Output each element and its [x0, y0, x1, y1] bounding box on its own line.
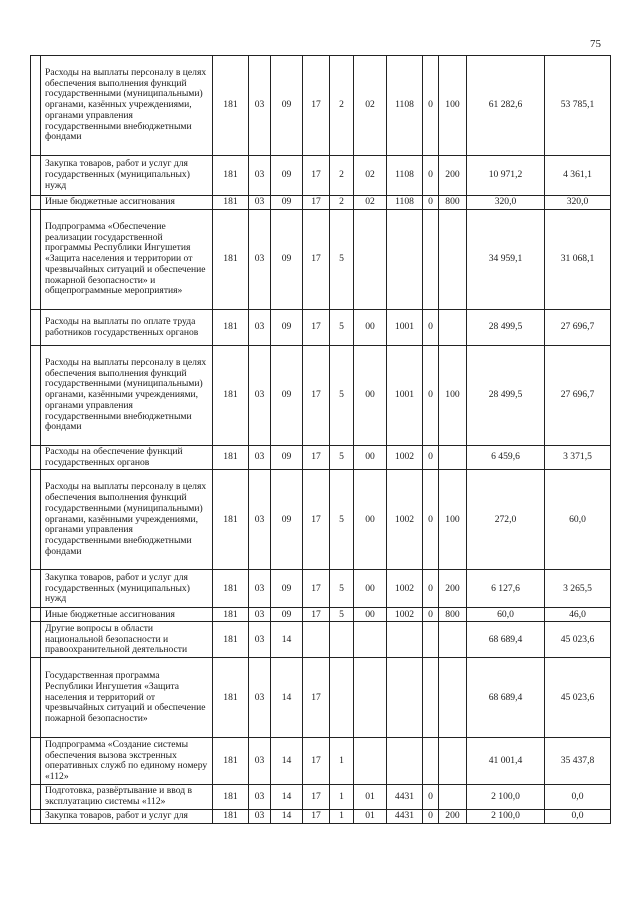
cell-subprogram-code: 2 [330, 56, 354, 156]
cell-subprogram-code: 5 [330, 210, 354, 310]
cell-subprogram-code [330, 622, 354, 658]
cell-expense-type [439, 210, 467, 310]
cell-value-executed: 3 265,5 [545, 570, 611, 608]
cell-program-code: 17 [303, 785, 330, 809]
table-row [31, 622, 611, 658]
table-row [31, 608, 611, 622]
cell-direction-code [387, 622, 423, 658]
row-name: Расходы на обеспечение функций государственных органов [41, 446, 213, 470]
table-row [31, 470, 611, 570]
cell-program-code: 17 [303, 738, 330, 785]
cell-subprogram-code: 2 [330, 156, 354, 196]
row-name: Государственная программа Республики Ингушетия «Защита населения и территорий от чрезвычайных ситуаций и обеспечение пожарной безопасности» [41, 658, 213, 738]
cell-program-code: 17 [303, 156, 330, 196]
row-margin-cell [31, 738, 41, 785]
row-name: Расходы на выплаты персоналу в целях обеспечения выполнения функций государственными (муниципальными) органами, казёнными учреждениями, органами управления государственными внебюджетными фондами [41, 470, 213, 570]
cell-event-code: 01 [354, 809, 387, 823]
cell-value-planned: 41 001,4 [467, 738, 545, 785]
cell-program-code: 17 [303, 470, 330, 570]
cell-value-planned: 2 100,0 [467, 809, 545, 823]
cell-sub-code: 0 [423, 809, 439, 823]
cell-event-code: 00 [354, 470, 387, 570]
cell-subprogram-code: 5 [330, 570, 354, 608]
table-row [31, 570, 611, 608]
cell-sub-code [423, 622, 439, 658]
cell-value-executed: 45 023,6 [545, 658, 611, 738]
row-name: Закупка товаров, работ и услуг для государственных (муниципальных) нужд [41, 570, 213, 608]
cell-program-code: 17 [303, 658, 330, 738]
cell-section-code: 03 [249, 608, 271, 622]
row-margin-cell [31, 470, 41, 570]
cell-value-planned: 272,0 [467, 470, 545, 570]
cell-value-planned: 2 100,0 [467, 785, 545, 809]
cell-section-code: 03 [249, 570, 271, 608]
cell-ved-code: 181 [213, 738, 249, 785]
cell-value-executed: 35 437,8 [545, 738, 611, 785]
cell-direction-code: 1108 [387, 156, 423, 196]
cell-subprogram-code: 2 [330, 196, 354, 210]
cell-subsection-code: 09 [271, 608, 303, 622]
cell-value-planned: 60,0 [467, 608, 545, 622]
cell-section-code: 03 [249, 622, 271, 658]
row-margin-cell [31, 446, 41, 470]
cell-subsection-code: 09 [271, 310, 303, 346]
cell-direction-code [387, 658, 423, 738]
cell-expense-type: 200 [439, 809, 467, 823]
cell-expense-type: 200 [439, 156, 467, 196]
cell-subsection-code: 14 [271, 809, 303, 823]
cell-sub-code: 0 [423, 56, 439, 156]
cell-value-executed: 4 361,1 [545, 156, 611, 196]
row-margin-cell [31, 210, 41, 310]
cell-expense-type [439, 658, 467, 738]
cell-subsection-code: 09 [271, 156, 303, 196]
table-row [31, 785, 611, 809]
row-margin-cell [31, 608, 41, 622]
cell-value-executed: 320,0 [545, 196, 611, 210]
cell-subsection-code: 14 [271, 785, 303, 809]
cell-program-code: 17 [303, 346, 330, 446]
cell-expense-type [439, 785, 467, 809]
cell-program-code: 17 [303, 196, 330, 210]
cell-event-code: 00 [354, 570, 387, 608]
table-row [31, 56, 611, 156]
cell-subsection-code: 14 [271, 658, 303, 738]
cell-section-code: 03 [249, 738, 271, 785]
cell-value-executed: 31 068,1 [545, 210, 611, 310]
cell-section-code: 03 [249, 809, 271, 823]
table-body [31, 56, 611, 824]
cell-value-planned: 28 499,5 [467, 346, 545, 446]
cell-expense-type: 100 [439, 470, 467, 570]
cell-sub-code: 0 [423, 570, 439, 608]
row-margin-cell [31, 156, 41, 196]
cell-subsection-code: 09 [271, 570, 303, 608]
cell-subsection-code: 14 [271, 738, 303, 785]
cell-subprogram-code: 5 [330, 470, 354, 570]
cell-direction-code: 1001 [387, 346, 423, 446]
cell-expense-type [439, 310, 467, 346]
row-margin-cell [31, 785, 41, 809]
page-number: 75 [590, 38, 601, 50]
cell-value-executed: 46,0 [545, 608, 611, 622]
table-row [31, 196, 611, 210]
cell-value-executed: 45 023,6 [545, 622, 611, 658]
cell-direction-code: 4431 [387, 785, 423, 809]
cell-ved-code: 181 [213, 56, 249, 156]
cell-section-code: 03 [249, 658, 271, 738]
cell-ved-code: 181 [213, 446, 249, 470]
cell-expense-type: 100 [439, 346, 467, 446]
cell-expense-type: 800 [439, 608, 467, 622]
cell-section-code: 03 [249, 346, 271, 446]
cell-event-code [354, 738, 387, 785]
cell-ved-code: 181 [213, 622, 249, 658]
cell-ved-code: 181 [213, 210, 249, 310]
cell-value-planned: 28 499,5 [467, 310, 545, 346]
cell-program-code: 17 [303, 56, 330, 156]
cell-subprogram-code: 5 [330, 446, 354, 470]
row-margin-cell [31, 622, 41, 658]
cell-value-executed: 53 785,1 [545, 56, 611, 156]
row-margin-cell [31, 196, 41, 210]
cell-ved-code: 181 [213, 809, 249, 823]
row-name: Подпрограмма «Создание системы обеспечения вызова экстренных оперативных служб по единому номеру «112» [41, 738, 213, 785]
cell-value-planned: 320,0 [467, 196, 545, 210]
table-row [31, 446, 611, 470]
cell-sub-code: 0 [423, 446, 439, 470]
cell-event-code: 02 [354, 196, 387, 210]
cell-event-code: 02 [354, 156, 387, 196]
cell-ved-code: 181 [213, 608, 249, 622]
cell-value-executed: 60,0 [545, 470, 611, 570]
row-name: Иные бюджетные ассигнования [41, 196, 213, 210]
row-name: Другие вопросы в области национальной безопасности и правоохранительной деятельности [41, 622, 213, 658]
cell-section-code: 03 [249, 785, 271, 809]
cell-direction-code: 1001 [387, 310, 423, 346]
cell-subprogram-code: 5 [330, 310, 354, 346]
cell-subsection-code: 09 [271, 56, 303, 156]
cell-subprogram-code: 1 [330, 785, 354, 809]
cell-event-code [354, 622, 387, 658]
row-margin-cell [31, 658, 41, 738]
cell-sub-code [423, 658, 439, 738]
cell-section-code: 03 [249, 56, 271, 156]
cell-program-code: 17 [303, 446, 330, 470]
table-row [31, 210, 611, 310]
cell-value-executed: 27 696,7 [545, 346, 611, 446]
cell-event-code [354, 658, 387, 738]
cell-value-planned: 34 959,1 [467, 210, 545, 310]
cell-direction-code: 4431 [387, 809, 423, 823]
cell-expense-type: 200 [439, 570, 467, 608]
cell-event-code: 00 [354, 608, 387, 622]
cell-subprogram-code [330, 658, 354, 738]
cell-ved-code: 181 [213, 570, 249, 608]
cell-sub-code: 0 [423, 608, 439, 622]
cell-sub-code: 0 [423, 346, 439, 446]
cell-direction-code: 1002 [387, 470, 423, 570]
cell-ved-code: 181 [213, 785, 249, 809]
cell-direction-code: 1002 [387, 570, 423, 608]
row-margin-cell [31, 570, 41, 608]
cell-section-code: 03 [249, 210, 271, 310]
cell-subsection-code: 09 [271, 196, 303, 210]
cell-sub-code: 0 [423, 156, 439, 196]
row-margin-cell [31, 346, 41, 446]
cell-subsection-code: 09 [271, 210, 303, 310]
cell-value-planned: 10 971,2 [467, 156, 545, 196]
row-name: Расходы на выплаты персоналу в целях обеспечения выполнения функций государственными (муниципальными) органами, казёнными учреждениями, органами управления государственными внебюджетными фондами [41, 346, 213, 446]
cell-direction-code: 1108 [387, 196, 423, 210]
cell-expense-type: 800 [439, 196, 467, 210]
row-name: Расходы на выплаты персоналу в целях обеспечения выполнения функций государственными (муниципальными) органами, казённых учреждениями, органами управления государственными внебюджетными фондами [41, 56, 213, 156]
cell-program-code: 17 [303, 608, 330, 622]
table-row [31, 346, 611, 446]
cell-expense-type [439, 738, 467, 785]
row-name: Закупка товаров, работ и услуг для [41, 809, 213, 823]
cell-direction-code [387, 210, 423, 310]
table-row [31, 738, 611, 785]
cell-subsection-code: 09 [271, 346, 303, 446]
cell-subsection-code: 14 [271, 622, 303, 658]
cell-value-planned: 6 127,6 [467, 570, 545, 608]
cell-expense-type: 100 [439, 56, 467, 156]
cell-value-executed: 27 696,7 [545, 310, 611, 346]
cell-event-code: 00 [354, 310, 387, 346]
table-row [31, 156, 611, 196]
cell-program-code: 17 [303, 310, 330, 346]
cell-section-code: 03 [249, 196, 271, 210]
cell-section-code: 03 [249, 310, 271, 346]
row-name: Подготовка, развёртывание и ввод в эксплуатацию системы «112» [41, 785, 213, 809]
cell-subprogram-code: 5 [330, 346, 354, 446]
cell-direction-code: 1002 [387, 446, 423, 470]
cell-sub-code: 0 [423, 470, 439, 570]
cell-ved-code: 181 [213, 470, 249, 570]
cell-program-code: 17 [303, 210, 330, 310]
cell-section-code: 03 [249, 156, 271, 196]
cell-subsection-code: 09 [271, 446, 303, 470]
budget-table [30, 55, 611, 824]
cell-program-code: 17 [303, 570, 330, 608]
row-margin-cell [31, 56, 41, 156]
table-row [31, 809, 611, 823]
cell-event-code: 00 [354, 346, 387, 446]
cell-sub-code: 0 [423, 310, 439, 346]
cell-direction-code: 1002 [387, 608, 423, 622]
cell-value-executed: 0,0 [545, 785, 611, 809]
row-name: Закупка товаров, работ и услуг для государственных (муниципальных) нужд [41, 156, 213, 196]
cell-value-planned: 68 689,4 [467, 658, 545, 738]
cell-sub-code [423, 738, 439, 785]
cell-direction-code: 1108 [387, 56, 423, 156]
cell-program-code [303, 622, 330, 658]
cell-direction-code [387, 738, 423, 785]
table-row [31, 658, 611, 738]
row-name: Подпрограмма «Обеспечение реализации государственной программы Республики Ингушетия «Защита населения и территории от чрезвычайных ситуаций и обеспечение пожарной безопасности» и общепрограммные мероприятия» [41, 210, 213, 310]
cell-expense-type [439, 622, 467, 658]
cell-ved-code: 181 [213, 310, 249, 346]
cell-ved-code: 181 [213, 156, 249, 196]
cell-event-code: 02 [354, 56, 387, 156]
cell-value-planned: 6 459,6 [467, 446, 545, 470]
cell-subprogram-code: 1 [330, 809, 354, 823]
cell-subsection-code: 09 [271, 470, 303, 570]
row-margin-cell [31, 809, 41, 823]
cell-value-planned: 68 689,4 [467, 622, 545, 658]
cell-sub-code: 0 [423, 785, 439, 809]
cell-section-code: 03 [249, 470, 271, 570]
cell-ved-code: 181 [213, 346, 249, 446]
cell-ved-code: 181 [213, 658, 249, 738]
cell-subprogram-code: 5 [330, 608, 354, 622]
cell-subprogram-code: 1 [330, 738, 354, 785]
cell-sub-code [423, 210, 439, 310]
cell-value-executed: 3 371,5 [545, 446, 611, 470]
table-row [31, 310, 611, 346]
cell-value-planned: 61 282,6 [467, 56, 545, 156]
row-margin-cell [31, 310, 41, 346]
cell-value-executed: 0,0 [545, 809, 611, 823]
row-name: Расходы на выплаты по оплате труда работников государственных органов [41, 310, 213, 346]
row-name: Иные бюджетные ассигнования [41, 608, 213, 622]
cell-section-code: 03 [249, 446, 271, 470]
cell-program-code: 17 [303, 809, 330, 823]
cell-sub-code: 0 [423, 196, 439, 210]
cell-ved-code: 181 [213, 196, 249, 210]
cell-event-code [354, 210, 387, 310]
cell-expense-type [439, 446, 467, 470]
cell-event-code: 00 [354, 446, 387, 470]
cell-event-code: 01 [354, 785, 387, 809]
